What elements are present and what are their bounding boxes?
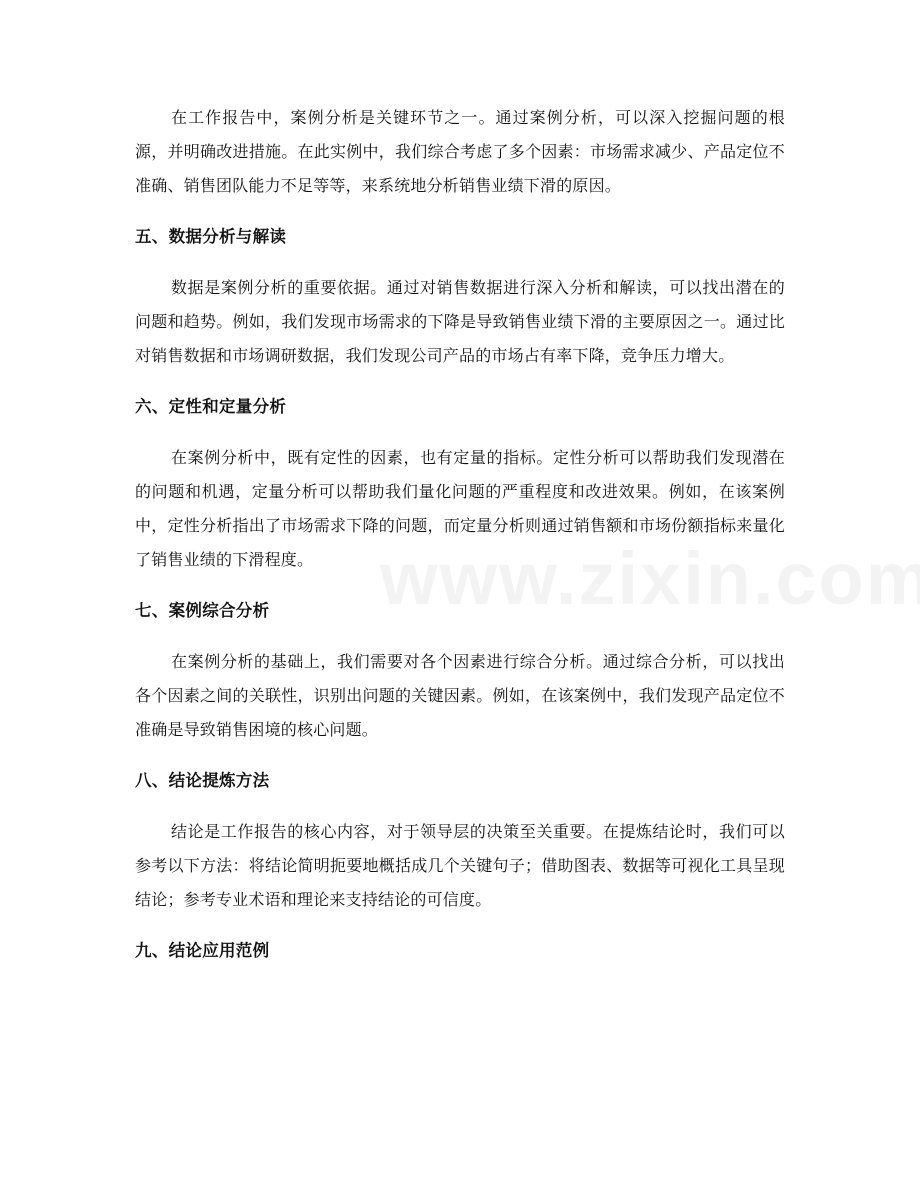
section-heading-9: 九、结论应用范例: [135, 941, 270, 960]
section-heading-7: 七、案例综合分析: [135, 601, 270, 620]
paragraph-conclusion-methods: 结论是工作报告的核心内容，对于领导层的决策至关重要。在提炼结论时，我们可以参考以下方法：将结论简明扼要地概括成几个关键句子；借助图表、数据等可视化工具呈现结论；参考专业术语和理论来支持结论的可信度。: [135, 822, 785, 909]
paragraph-comprehensive-analysis: 在案例分析的基础上，我们需要对各个因素进行综合分析。通过综合分析，可以找出各个因素之间的关联性，识别出问题的关键因素。例如，在该案例中，我们发现产品定位不准确是导致销售困境的核心问题。: [135, 652, 785, 739]
document-body: [135, 101, 785, 985]
section-heading-6: 六、定性和定量分析: [135, 397, 287, 416]
section-heading-8: 八、结论提炼方法: [135, 771, 270, 790]
paragraph-data-analysis: 数据是案例分析的重要依据。通过对销售数据进行深入分析和解读，可以找出潜在的问题和趋势。例如，我们发现市场需求的下降是导致销售业绩下滑的主要原因之一。通过比对销售数据和市场调研数据，我们发现公司产品的市场占有率下降，竞争压力增大。: [135, 278, 785, 365]
section-heading-5: 五、数据分析与解读: [135, 227, 287, 246]
paragraph-intro: 在工作报告中，案例分析是关键环节之一。通过案例分析，可以深入挖掘问题的根源，并明确改进措施。在此实例中，我们综合考虑了多个因素：市场需求减少、产品定位不准确、销售团队能力不足等等，来系统地分析销售业绩下滑的原因。: [135, 108, 785, 195]
paragraph-qualitative-quantitative: 在案例分析中，既有定性的因素，也有定量的指标。定性分析可以帮助我们发现潜在的问题和机遇，定量分析可以帮助我们量化问题的严重程度和改进效果。例如，在该案例中，定性分析指出了市场需求下降的问题，而定量分析则通过销售额和市场份额指标来量化了销售业绩的下滑程度。: [135, 448, 785, 569]
